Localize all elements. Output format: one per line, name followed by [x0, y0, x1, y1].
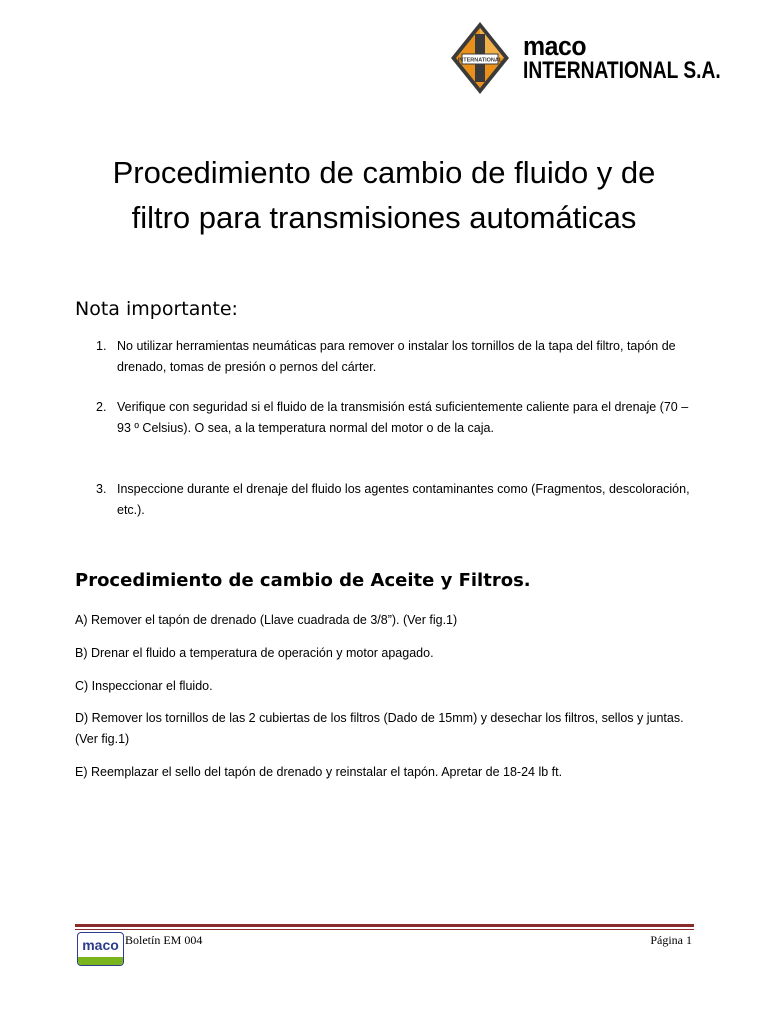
emblem-text: INTERNATIONAL: [457, 57, 503, 64]
step-item: E) Reemplazar el sello del tapón de drenado y reinstalar el tapón. Apretar de 18-24 lb ft.: [75, 765, 563, 779]
step-item: A) Remover el tapón de drenado (Llave cuadrada de 3/8”). (Ver fig.1): [75, 613, 458, 627]
section-title: Procedimiento de cambio de Aceite y Filtros.: [75, 570, 531, 591]
footer-logo-bar: [78, 957, 123, 965]
footer-rule: [75, 924, 694, 930]
brand-subtitle: INTERNATIONAL S.A.: [523, 57, 721, 84]
notes-list: [75, 336, 700, 521]
list-item: [75, 479, 700, 521]
step-item: C) Inspeccionar el fluido.: [75, 679, 213, 693]
international-emblem-icon: [449, 20, 511, 96]
company-logo: [449, 20, 721, 96]
brand-name: maco: [523, 31, 587, 61]
list-item: [75, 397, 700, 439]
footer-logo: [77, 932, 124, 966]
list-number: 1.: [96, 339, 107, 353]
list-text: No utilizar herramientas neumáticas para remover o instalar los tornillos de la tapa del filtro, tapón de drenado, tomas de presión o pernos del cárter.: [117, 339, 676, 374]
bulletin-number: Boletín EM 004: [125, 933, 203, 947]
step-item: D) Remover los tornillos de las 2 cubiertas de los filtros (Dado de 15mm) y desechar los filtros, sellos y juntas. (Ver fig.1): [75, 711, 684, 746]
list-number: 3.: [96, 482, 107, 496]
title-line-1: Procedimiento de cambio de fluido y de: [112, 155, 656, 190]
list-number: 2.: [96, 400, 107, 414]
list-item: [75, 336, 700, 378]
page-number: Página 1: [650, 933, 692, 947]
footer-logo-text: maco: [82, 937, 119, 953]
list-text: Inspeccione durante el drenaje del fluido los agentes contaminantes como (Fragmentos, descoloración, etc.).: [117, 482, 690, 517]
step-item: B) Drenar el fluido a temperatura de operación y motor apagado.: [75, 646, 434, 660]
title-line-2: filtro para transmisiones automáticas: [131, 200, 637, 235]
list-text: Verifique con seguridad si el fluido de la transmisión está suficientemente caliente para el drenaje (70 – 93 º Celsius). O sea, a la temperatura normal del motor o de la caja.: [117, 400, 689, 435]
note-heading: Nota importante:: [75, 298, 238, 320]
document-title: [60, 150, 708, 240]
